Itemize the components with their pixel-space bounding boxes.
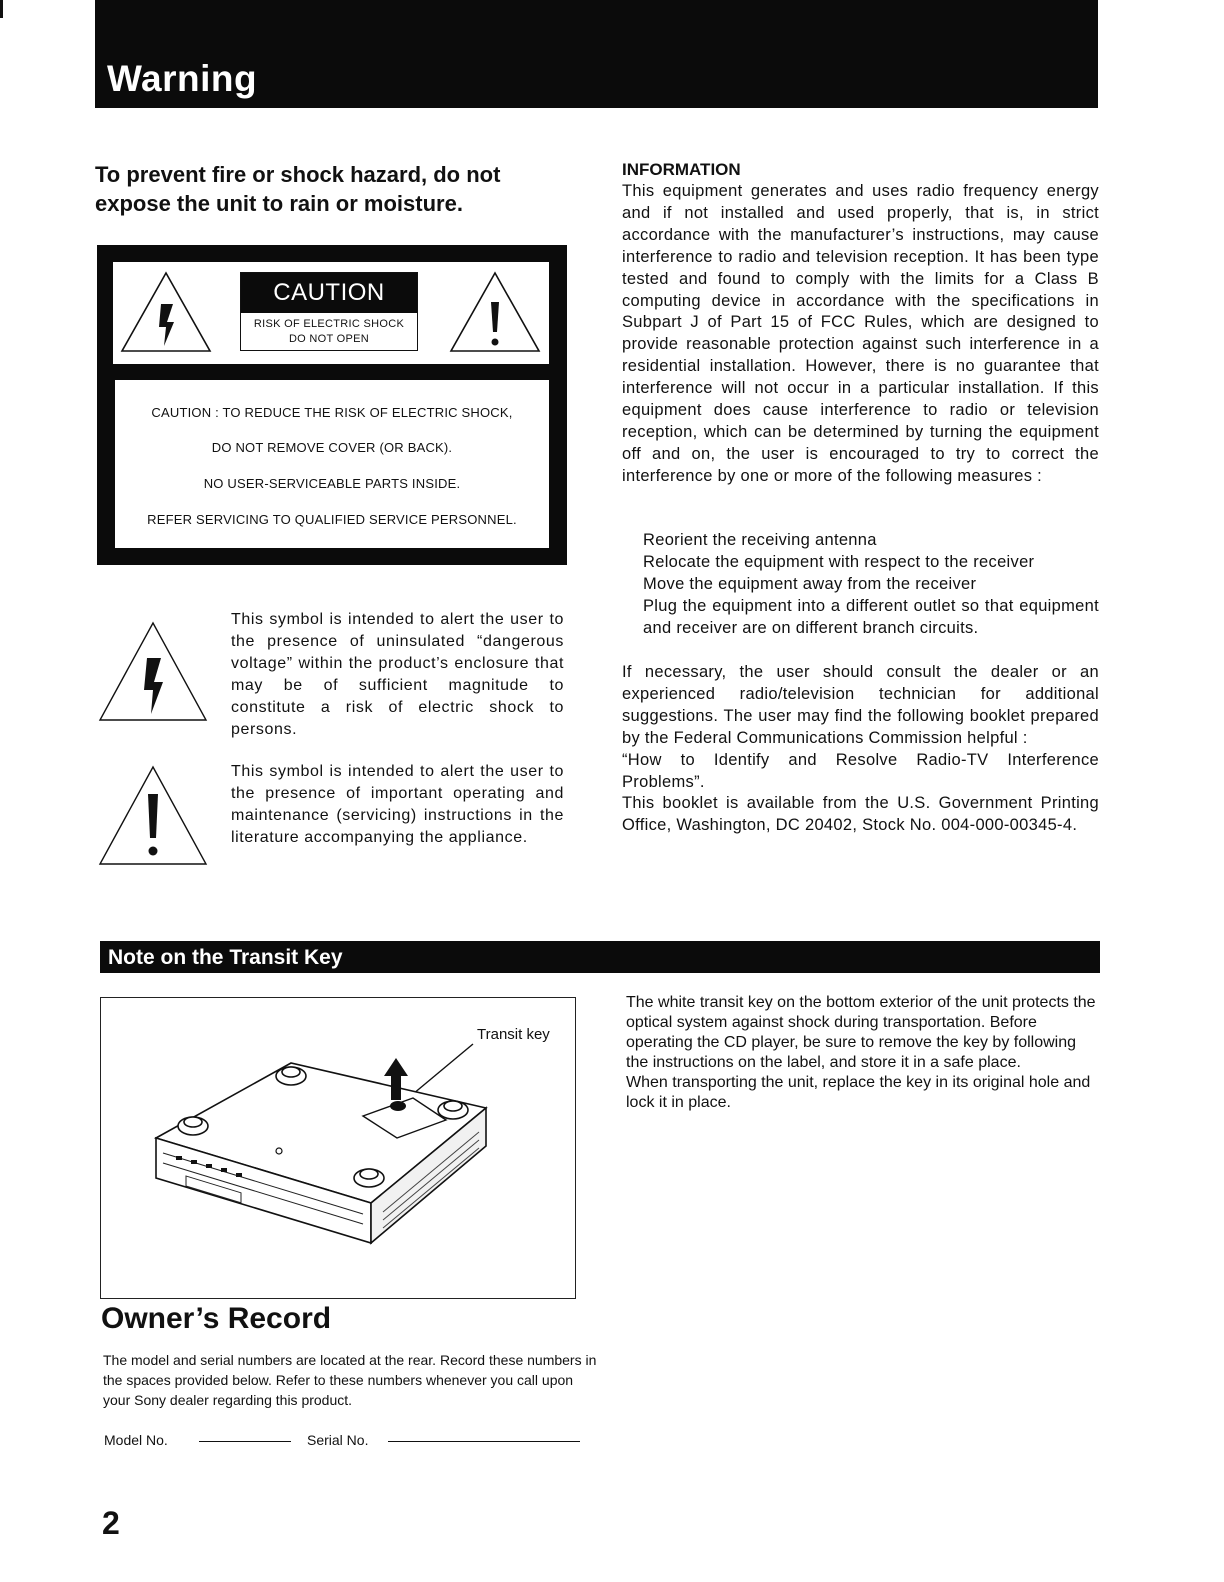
transit-paragraph-2: When transporting the unit, replace the key in its original hole and lock it in place. [626, 1074, 1091, 1111]
transit-section-title: Note on the Transit Key [108, 946, 343, 969]
information-heading: INFORMATION [622, 160, 741, 179]
consult-text: If necessary, the user should consult the dealer or an experienced radio/television technician for additional suggestions. The user may find the following booklet prepared by the Federal Communications Commission helpful : [622, 663, 1099, 747]
page-number: 2 [102, 1505, 120, 1541]
lightning-symbol-description: This symbol is intended to alert the user to the presence of uninsulated “dangerous voltage” within the product’s enclosure that may be of sufficient magnitude to constitute a risk of electric shock to persons. [231, 611, 564, 738]
caution-title: CAUTION [273, 279, 385, 306]
caution-box [240, 272, 418, 351]
owner-record-text: The model and serial numbers are located at the rear. Record these numbers in the spaces provided below. Refer to these numbers whenever you call upon your Sony dealer regarding this product. [103, 1352, 597, 1408]
caution-line-3: NO USER-SERVICEABLE PARTS INSIDE. [203, 476, 461, 491]
booklet-title: “How to Identify and Resolve Radio-TV Interference Problems”. [622, 750, 1099, 791]
page-title: Warning [107, 58, 258, 99]
model-number-label: Model No. [104, 1432, 168, 1448]
cd-player-illustration [101, 998, 575, 1298]
lightning-warning-icon [119, 270, 213, 354]
serial-number-label: Serial No. [307, 1432, 369, 1448]
caution-panel-bottom [115, 380, 549, 548]
transit-description [626, 993, 1096, 1113]
scan-edge-mark [0, 0, 3, 18]
measure-item: Reorient the receiving antenna [643, 531, 877, 549]
caution-line-2: DO NOT REMOVE COVER (OR BACK). [211, 440, 453, 455]
serial-number-field[interactable] [388, 1441, 580, 1442]
transit-key-label: Transit key [477, 1026, 550, 1043]
caution-sub-1: RISK OF ELECTRIC SHOCK [253, 318, 405, 330]
lightning-symbol-icon [97, 620, 209, 724]
hazard-heading: To prevent fire or shock hazard, do not expose the unit to rain or moisture. [95, 162, 501, 216]
transit-paragraph-1: The white transit key on the bottom exterior of the unit protects the optical system against shock during transportation. Before operating the CD player, be sure to remove the key by following the instructions on the label, and store it in a safe place. [626, 994, 1096, 1071]
caution-line-1: CAUTION : TO REDUCE THE RISK OF ELECTRIC SHOCK, [151, 405, 513, 420]
header-bar [95, 0, 1098, 108]
measure-item: Plug the equipment into a different outlet so that equipment and receiver are on different branch circuits. [643, 597, 1099, 637]
transit-section-bar [100, 941, 1100, 973]
exclamation-symbol-icon [97, 764, 209, 868]
owner-record-title: Owner’s Record [101, 1302, 332, 1335]
caution-line-4: REFER SERVICING TO QUALIFIED SERVICE PERSONNEL. [147, 512, 517, 527]
exclamation-symbol-description: This symbol is intended to alert the user to the presence of important operating and maintenance (servicing) instructions in the literature accompanying the appliance. [231, 763, 564, 846]
caution-label-bar [241, 273, 417, 313]
booklet-availability: This booklet is available from the U.S. Government Printing Office, Washington, DC 20402, Stock No. 004-000-00345-4. [622, 794, 1099, 835]
caution-panel [97, 245, 567, 565]
exclamation-warning-icon [448, 270, 542, 354]
information-followup [622, 662, 1099, 837]
model-number-field[interactable] [199, 1441, 291, 1442]
caution-panel-top [113, 262, 549, 364]
measure-item: Relocate the equipment with respect to the receiver [643, 553, 1035, 571]
transit-key-figure [100, 997, 576, 1299]
information-body: This equipment generates and uses radio frequency energy and if not installed and used properly, that is, in strict accordance with the manufacturer’s instructions, may cause interference to radio and television reception. It has been type tested and found to comply with the limits for a Class B computing device in accordance with the specifications in Subpart J of Part 15 of FCC Rules, which are designed to provide reasonable protection against such interference in a residential installation. However, there is no guarantee that interference will not occur in a particular installation. If this equipment does cause interference to radio or television reception, which can be determined by turning the equipment off and on, the user is encouraged to try to correct the interference by one or more of the following measures : [622, 182, 1099, 485]
measure-item: Move the equipment away from the receiver [643, 575, 977, 593]
caution-sub-2: DO NOT OPEN [288, 333, 370, 345]
